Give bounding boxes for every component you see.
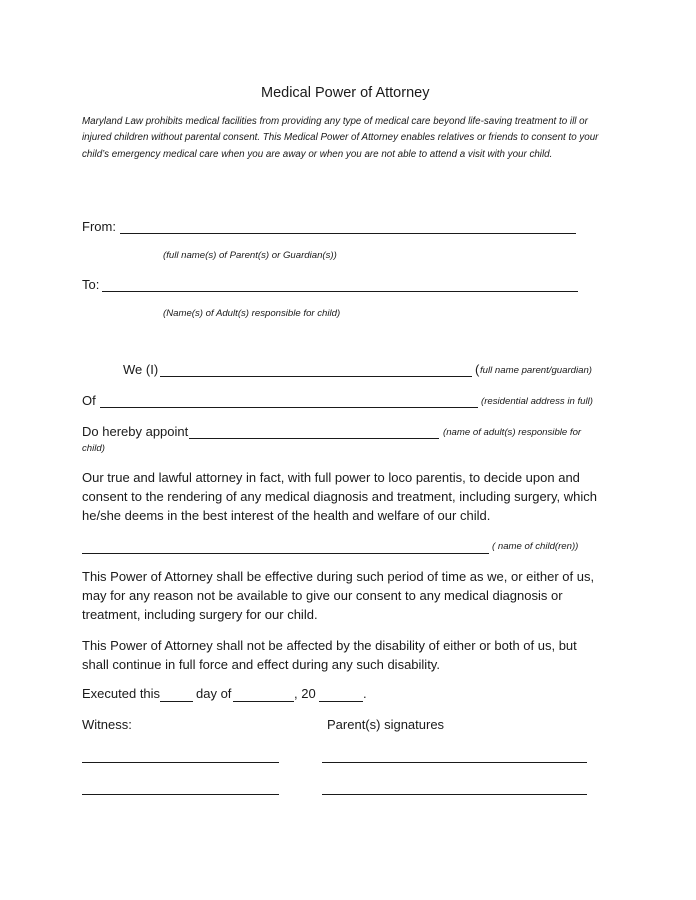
child-name-field[interactable]: [82, 553, 489, 554]
document-title: Medical Power of Attorney: [261, 85, 430, 101]
execution-month-field[interactable]: [233, 701, 294, 702]
appoint-label: Do hereby appoint: [82, 424, 189, 439]
parent-signature-line[interactable]: [322, 794, 587, 795]
to-label: To:: [82, 277, 100, 292]
we-label: We (I): [123, 362, 159, 377]
year-prefix-label: , 20: [294, 686, 316, 701]
day-of-label: day of: [196, 686, 232, 701]
attorney-paragraph: Our true and lawful attorney in fact, with full power to loco parentis, to decide upon and consent to the rendering of any medical diagnosis and treatment, including surgery, which he/she deems in the best interest of the health and welfare of our child.: [82, 470, 597, 524]
to-field[interactable]: [102, 291, 578, 292]
witness-label: Witness:: [82, 717, 132, 732]
child-hint: ( name of child(ren)): [492, 541, 579, 552]
to-hint: (Name(s) of Adult(s) responsible for child): [163, 308, 341, 319]
we-hint-paren: (: [475, 362, 480, 377]
appoint-hint-continued: child): [82, 443, 105, 454]
parent-signatures-label: Parent(s) signatures: [327, 717, 445, 732]
of-field[interactable]: [100, 407, 478, 408]
from-hint: (full name(s) of Parent(s) or Guardian(s)): [163, 250, 337, 261]
executed-this-label: Executed this: [82, 686, 161, 701]
from-field[interactable]: [120, 233, 576, 234]
from-label: From:: [82, 219, 116, 234]
witness-signature-line[interactable]: [82, 794, 279, 795]
parent-signature-line[interactable]: [322, 762, 587, 763]
we-field[interactable]: [160, 376, 472, 377]
effective-paragraph: This Power of Attorney shall be effective during such period of time as we, or either of us, may for any reason not be available to give our consent to any medical diagnosis or treatment, including surgery for our child.: [82, 569, 595, 623]
appoint-field[interactable]: [189, 438, 439, 439]
witness-signature-line[interactable]: [82, 762, 279, 763]
we-hint: full name parent/guardian): [480, 365, 592, 376]
of-hint: (residential address in full): [481, 396, 593, 407]
of-label: Of: [82, 393, 96, 408]
execution-day-field[interactable]: [160, 701, 193, 702]
execution-year-field[interactable]: [319, 701, 363, 702]
intro-paragraph: Maryland Law prohibits medical facilities from providing any type of medical care beyond life-saving treatment to ill or injured children without parental consent. This Medical Power of Attorney enables relatives or friends to consent to your child’s emergency medical care when you are away or when you are not able to attend a visit with your child.: [82, 116, 599, 160]
disability-paragraph: This Power of Attorney shall not be affected by the disability of either or both of us, but shall continue in full force and effect during any such disability.: [82, 638, 577, 673]
appoint-hint: (name of adult(s) responsible for: [443, 427, 582, 438]
executed-period: .: [363, 686, 367, 701]
